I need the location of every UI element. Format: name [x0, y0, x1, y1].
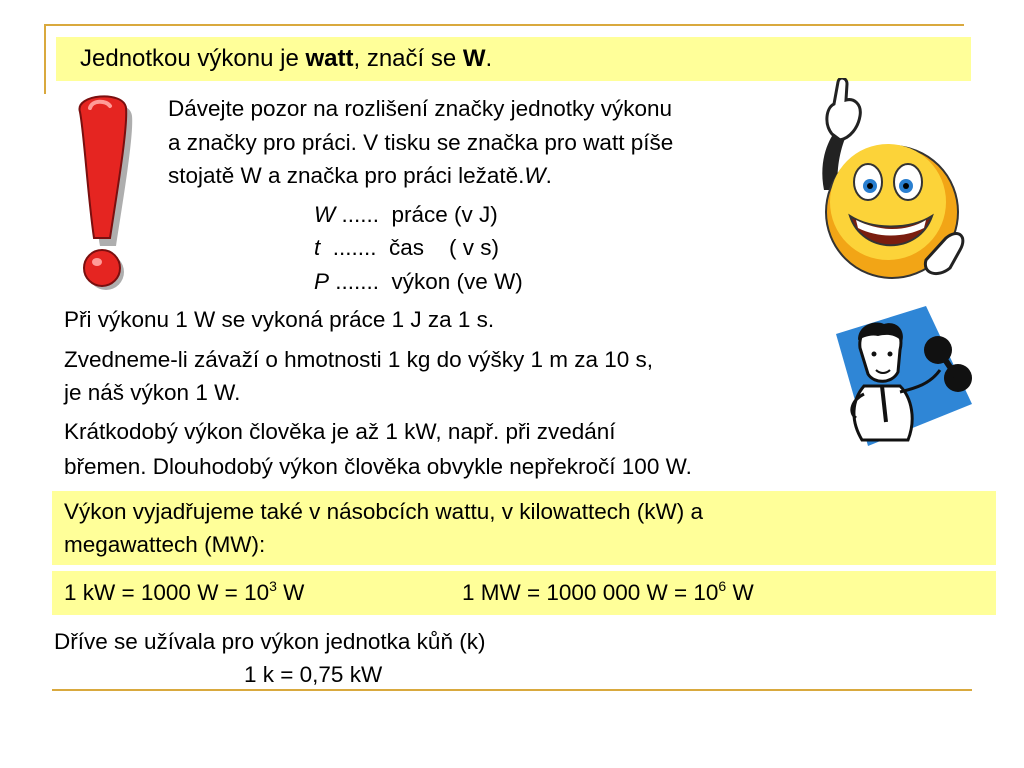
- note-line-3-suffix: .: [545, 163, 552, 188]
- note-line-3-italic: W: [524, 163, 546, 188]
- legend-row-time: [314, 232, 499, 263]
- legend-symbol: W: [314, 202, 336, 227]
- legend-meaning: práce (v J): [391, 202, 498, 227]
- conversion-box: [52, 571, 996, 615]
- horsepower-conversion: 1 k = 0,75 kW: [244, 662, 383, 687]
- paragraph-2-line-1: Zvedneme-li závaží o hmotnosti 1 kg do výšky 1 m za 10 s,: [64, 347, 653, 372]
- man-lifting-dumbbell-icon: [812, 300, 980, 450]
- legend-row-work: [314, 199, 498, 230]
- title-prefix: Jednotkou výkonu je: [80, 45, 306, 72]
- legend-dots: .......: [329, 269, 392, 294]
- paragraph-3-line-2: břemen. Dlouhodobý výkon člověka obvykle nepřekročí 100 W.: [64, 454, 692, 479]
- kilowatt-unit: W: [276, 580, 305, 605]
- note-line-1: Dávejte pozor na rozlišení značky jednotky výkonu: [168, 96, 673, 121]
- frame-left-line: [44, 24, 46, 94]
- multiples-box: [52, 491, 996, 565]
- paragraph-3-line-1: Krátkodobý výkon člověka je až 1 kW, např. při zvedání: [64, 419, 616, 444]
- title-unit-name: watt: [305, 45, 354, 72]
- smiley-pointing-finger-icon: [810, 78, 968, 292]
- megawatt-base: 1 MW = 1000 000 W = 10: [462, 580, 719, 605]
- frame-top-line: [44, 24, 964, 26]
- legend-symbol: t: [314, 235, 321, 260]
- note-line-3: [168, 160, 552, 191]
- legend-dots: ......: [335, 202, 392, 227]
- frame-bottom-line: [52, 689, 972, 691]
- title-middle: , značí se: [353, 45, 463, 72]
- title-suffix: .: [485, 45, 493, 72]
- note-line-2: a značky pro práci. V tisku se značka pro watt píše: [168, 130, 674, 155]
- megawatt-exponent: 6: [718, 578, 727, 594]
- multiples-line-2: megawattech (MW):: [64, 532, 266, 557]
- legend-meaning: výkon (ve W): [391, 269, 523, 294]
- legend-symbol: P: [314, 269, 330, 294]
- legend-meaning: čas ( v s): [389, 235, 500, 260]
- kilowatt-exponent: 3: [269, 578, 277, 594]
- megawatt-equation: [462, 571, 754, 615]
- note-line-3-text: stojatě W a značka pro práci ležatě.: [168, 163, 525, 188]
- title-unit-symbol: W: [462, 45, 486, 72]
- legend-dots: .......: [320, 235, 390, 260]
- megawatt-unit: W: [726, 580, 754, 605]
- paragraph-1: Při výkonu 1 W se vykoná práce 1 J za 1 s.: [64, 307, 495, 332]
- multiples-line-1: Výkon vyjadřujeme také v násobcích wattu, v kilowattech (kW) a: [64, 499, 704, 524]
- horsepower-note: Dříve se užívala pro výkon jednotka kůň (k): [54, 629, 486, 654]
- paragraph-2-line-2: je náš výkon 1 W.: [64, 380, 241, 405]
- kilowatt-equation: [64, 580, 304, 605]
- slide-title: [56, 37, 971, 81]
- exclamation-mark-icon: [66, 92, 142, 298]
- legend-row-power: [314, 266, 523, 297]
- kilowatt-base: 1 kW = 1000 W = 10: [64, 580, 270, 605]
